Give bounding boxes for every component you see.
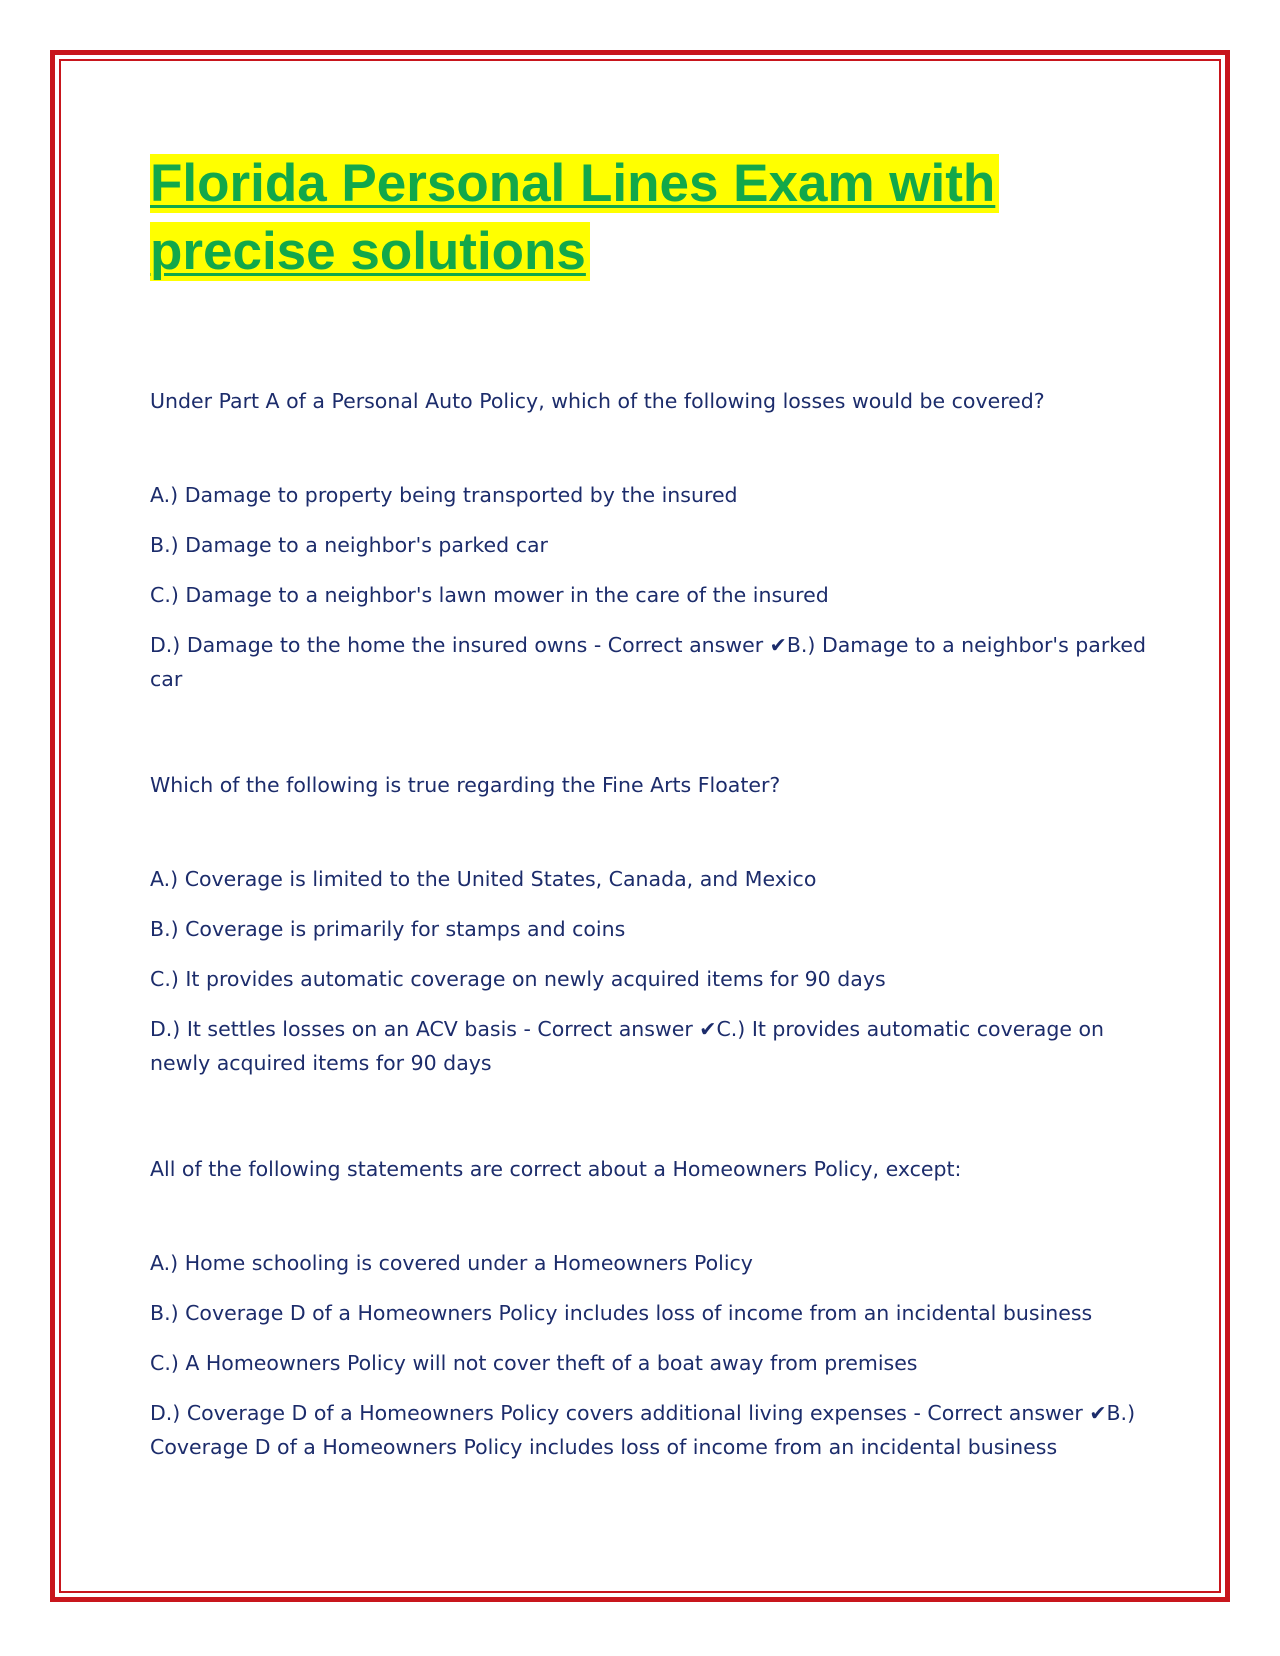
option-b: B.) Coverage D of a Homeowners Policy includes loss of income from an incidental business <box>150 1301 1093 1325</box>
option-b: B.) Damage to a neighbor's parked car <box>150 533 548 557</box>
title-line-2: precise solutions <box>150 222 590 281</box>
option-a: A.) Coverage is limited to the United States, Canada, and Mexico <box>150 867 817 891</box>
option-c: C.) Damage to a neighbor's lawn mower in the care of the insured <box>150 583 829 607</box>
document-content <box>150 150 1150 1459</box>
question-text: Under Part A of a Personal Auto Policy, which of the following losses would be covered? <box>150 389 1045 413</box>
options-list <box>150 1246 1150 1464</box>
option-c: C.) It provides automatic coverage on newly acquired items for 90 days <box>150 967 886 991</box>
option-d-with-answer: D.) Damage to the home the insured owns - Correct answer ✔B.) Damage to a neighbor's parked car <box>150 633 1147 691</box>
question-text: All of the following statements are correct about a Homeowners Policy, except: <box>150 1157 962 1181</box>
question-block-2 <box>150 770 1150 1080</box>
option-a: A.) Home schooling is covered under a Homeowners Policy <box>150 1251 753 1275</box>
option-d-with-answer: D.) It settles losses on an ACV basis - Correct answer ✔C.) It provides automatic coverage on newly acquired items for 90 days <box>150 1017 1105 1075</box>
page-title <box>150 150 1150 286</box>
option-a: A.) Damage to property being transported by the insured <box>150 483 738 507</box>
question-block-3 <box>150 1154 1150 1464</box>
option-b: B.) Coverage is primarily for stamps and coins <box>150 917 626 941</box>
options-list <box>150 478 1150 696</box>
title-line-1: Florida Personal Lines Exam with <box>150 154 999 213</box>
option-d-with-answer: D.) Coverage D of a Homeowners Policy covers additional living expenses - Correct answer ✔B.) Coverage D of a Homeowners Policy includes loss of income from an incidental business <box>150 1401 1136 1459</box>
options-list <box>150 862 1150 1080</box>
question-block-1 <box>150 386 1150 696</box>
option-c: C.) A Homeowners Policy will not cover theft of a boat away from premises <box>150 1351 918 1375</box>
question-text: Which of the following is true regarding the Fine Arts Floater? <box>150 773 781 797</box>
